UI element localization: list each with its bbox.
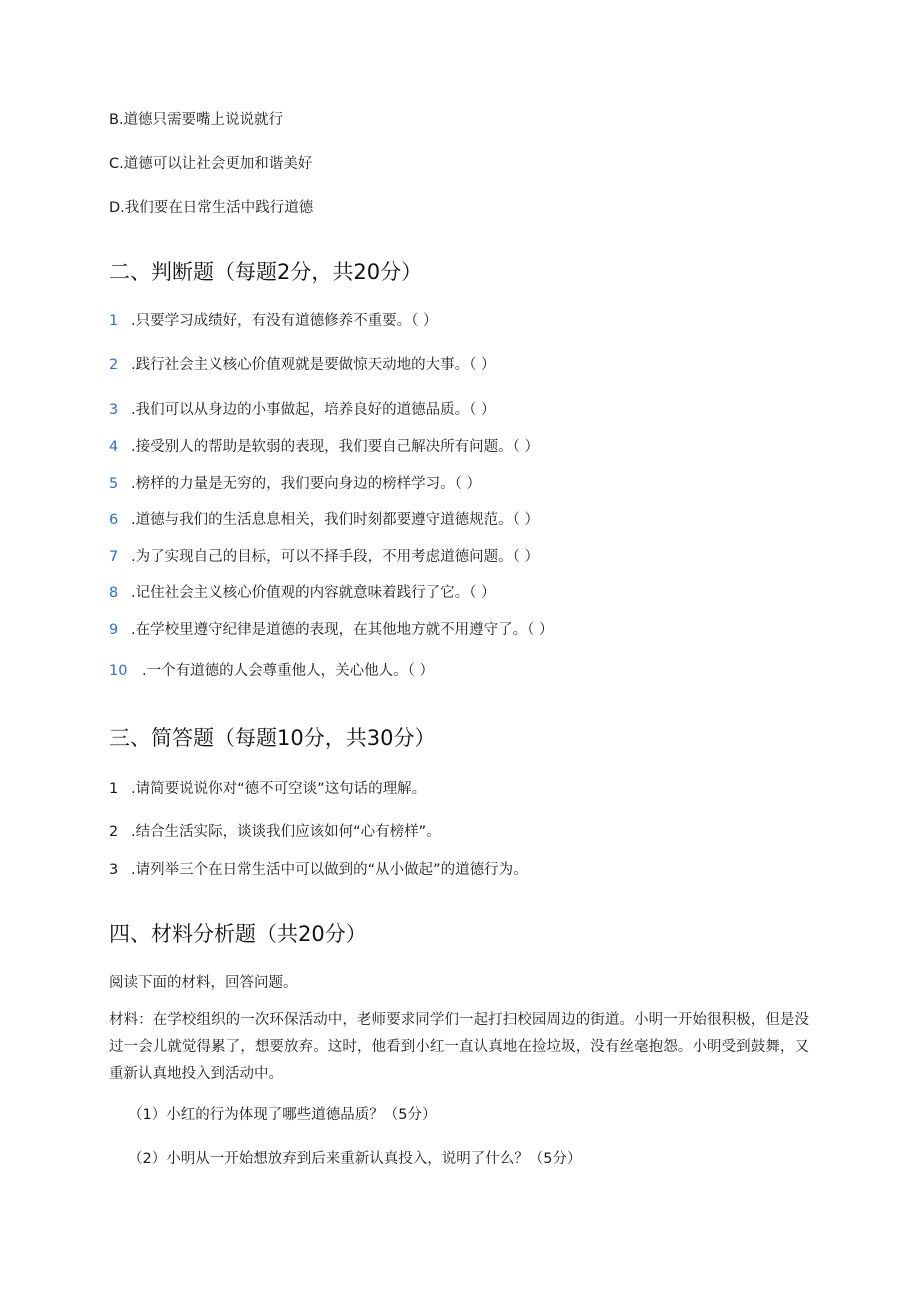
- item-text: .只要学习成绩好，有没有道德修养不重要。（ ）: [131, 313, 438, 329]
- judge-item-10: [109, 661, 434, 681]
- item-text: .道德与我们的生活息息相关，我们时刻都要遵守道德规范。（ ）: [131, 512, 539, 528]
- item-text: .请简要说说你对“德不可空谈”这句话的理解。: [131, 781, 427, 797]
- material-question-2: （2）小明从一开始想放弃到后来重新认真投入，说明了什么？（5分）: [128, 1151, 582, 1167]
- judge-item-9: [109, 620, 553, 640]
- item-number: 8: [109, 585, 119, 601]
- item-number: 4: [109, 439, 119, 455]
- item-text: .接受别人的帮助是软弱的表现，我们要自己解决所有问题。（ ）: [131, 439, 539, 455]
- short-answer-item-1: [109, 779, 426, 799]
- judge-item-2: [109, 355, 495, 375]
- item-text: .为了实现自己的目标，可以不择手段，不用考虑道德问题。（ ）: [131, 549, 539, 565]
- material-question-1: （1）小红的行为体现了哪些道德品质？（5分）: [128, 1107, 437, 1123]
- judge-item-8: [109, 583, 495, 603]
- item-number: 2: [109, 357, 119, 373]
- item-number: 9: [109, 622, 119, 638]
- item-number: 3: [109, 862, 119, 878]
- material-instruction: 阅读下面的材料，回答问题。: [109, 975, 298, 991]
- item-text: .结合生活实际，谈谈我们应该如何“心有榜样”。: [131, 824, 441, 840]
- item-text: .践行社会主义核心价值观就是要做惊天动地的大事。（ ）: [131, 357, 496, 373]
- item-text: .我们可以从身边的小事做起，培养良好的道德品质。（ ）: [131, 402, 496, 418]
- item-number: 7: [109, 549, 119, 565]
- judge-item-5: [109, 474, 481, 494]
- choice-c: C.道德可以让社会更加和谐美好: [109, 156, 313, 172]
- item-text: .在学校里遵守纪律是道德的表现，在其他地方就不用遵守了。（ ）: [131, 622, 554, 638]
- item-number: 1: [109, 781, 119, 797]
- item-text: .榜样的力量是无穷的，我们要向身边的榜样学习。（ ）: [131, 476, 481, 492]
- item-number: 10: [109, 663, 128, 679]
- judge-item-6: [109, 510, 539, 530]
- item-text: .一个有道德的人会尊重他人，关心他人。（ ）: [142, 663, 434, 679]
- item-text: .记住社会主义核心价值观的内容就意味着践行了它。（ ）: [131, 585, 496, 601]
- material-passage: 材料：在学校组织的一次环保活动中，老师要求同学们一起打扫校园周边的街道。小明一开始很积极，但是没过一会儿就觉得累了，想要放弃。这时，他看到小红一直认真地在捡垃圾，没有丝毫抱怨。小明受到鼓舞，又重新认真地投入到活动中。: [109, 1012, 809, 1082]
- short-answer-item-2: [109, 822, 441, 842]
- item-number: 1: [109, 313, 119, 329]
- section-2-title: 二、判断题（每题2分，共20分）: [109, 260, 423, 284]
- item-number: 3: [109, 402, 119, 418]
- section-3-title: 三、简答题（每题10分，共30分）: [109, 726, 436, 750]
- short-answer-item-3: [109, 860, 528, 880]
- item-number: 2: [109, 824, 119, 840]
- choice-b: B.道德只需要嘴上说说就行: [109, 112, 284, 128]
- judge-item-1: [109, 311, 437, 331]
- section-4-title: 四、材料分析题（共20分）: [109, 922, 367, 946]
- judge-item-7: [109, 547, 539, 567]
- item-text: .请列举三个在日常生活中可以做到的“从小做起”的道德行为。: [131, 862, 528, 878]
- choice-d: D.我们要在日常生活中践行道德: [109, 200, 314, 216]
- item-number: 5: [109, 476, 119, 492]
- judge-item-3: [109, 400, 495, 420]
- judge-item-4: [109, 437, 539, 457]
- item-number: 6: [109, 512, 119, 528]
